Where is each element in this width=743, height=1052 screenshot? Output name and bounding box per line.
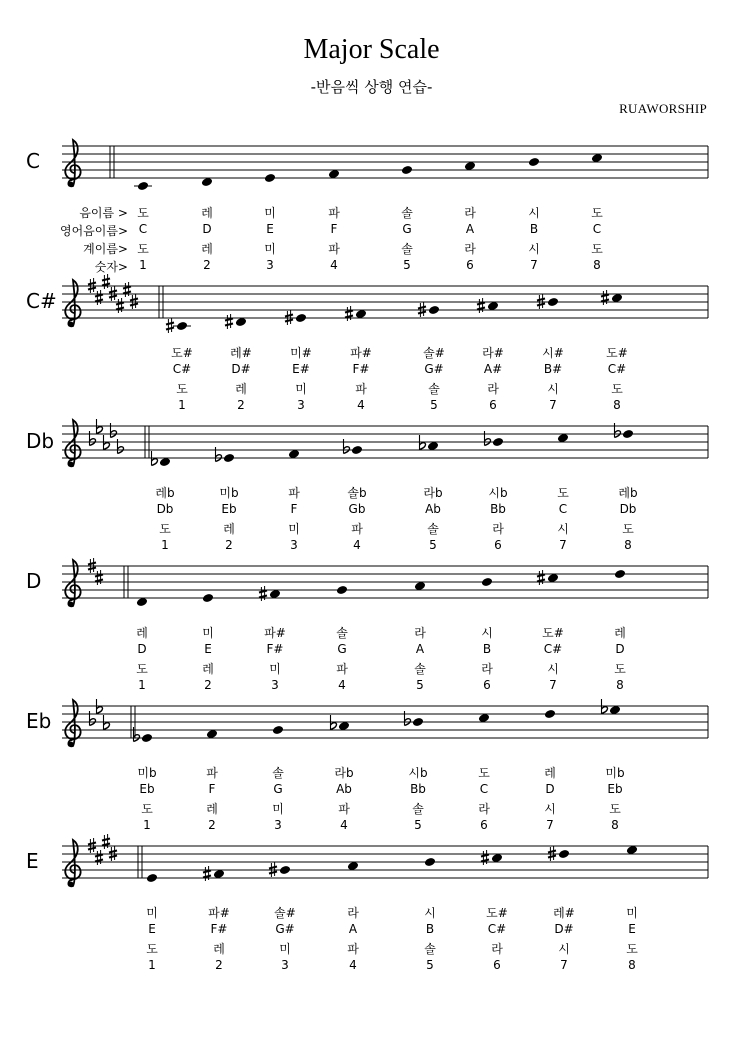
degree: 7 — [560, 958, 568, 972]
degree: 5 — [430, 398, 438, 412]
note-name-en: D — [545, 782, 555, 796]
note-head — [146, 873, 158, 883]
degree: 7 — [549, 678, 557, 692]
note-name-ko: 시 — [528, 206, 540, 220]
note-name-en: A — [415, 642, 425, 656]
note-name-en: C# — [607, 362, 627, 376]
note-name-en: Ab — [336, 782, 352, 796]
note-name-ko: 레 — [201, 206, 213, 220]
solfege: 라 — [481, 662, 493, 676]
solfege: 파 — [338, 802, 350, 816]
degree: 7 — [546, 818, 554, 832]
solfege: 미 — [269, 662, 281, 676]
note-head — [481, 577, 493, 587]
degree: 7 — [559, 538, 567, 552]
note-name-en: E — [148, 922, 156, 936]
solfege: 파 — [328, 242, 340, 256]
key-label: Eb — [26, 709, 52, 733]
degree: 6 — [489, 398, 497, 412]
solfege: 시 — [547, 382, 559, 396]
solfege: 도 — [159, 522, 171, 536]
note-name-en: C — [592, 222, 602, 236]
solfege: 시 — [544, 802, 556, 816]
note-name-en: F — [208, 782, 216, 796]
solfege: 시 — [557, 522, 569, 536]
note-head — [428, 305, 440, 315]
degree: 4 — [330, 258, 338, 272]
note-name-en: Db — [619, 502, 637, 516]
note-name-en: A — [348, 922, 358, 936]
note-name-ko: 미# — [290, 346, 312, 360]
degree: 8 — [613, 398, 621, 412]
degree: 5 — [416, 678, 424, 692]
flat-accidental-icon — [134, 727, 140, 742]
note-name-en: B — [425, 922, 435, 936]
note-head — [141, 733, 153, 743]
note-name-ko: 레b — [618, 486, 638, 500]
note-name-en: F# — [352, 362, 370, 376]
note-name-en: E — [628, 922, 636, 936]
note-name-en: Bb — [490, 502, 506, 516]
solfege: 시 — [547, 662, 559, 676]
flat-accidental-icon — [485, 431, 491, 446]
solfege: 도 — [591, 242, 603, 256]
degree: 4 — [338, 678, 346, 692]
solfege: 미 — [272, 802, 284, 816]
treble-clef-icon — [65, 140, 80, 186]
solfege: 미 — [295, 382, 307, 396]
key-signature-flat-icon — [111, 423, 117, 438]
note-name-ko: 미b — [605, 766, 625, 780]
solfege: 미 — [264, 242, 276, 256]
degree: 5 — [403, 258, 411, 272]
degree: 4 — [353, 538, 361, 552]
key-label: C# — [26, 289, 57, 313]
note-head — [412, 717, 424, 727]
degree: 8 — [593, 258, 601, 272]
key-signature-flat-icon — [118, 439, 124, 454]
note-name-ko: 도# — [606, 346, 628, 360]
degree: 1 — [139, 258, 147, 272]
note-name-ko: 시b — [408, 766, 428, 780]
note-head — [264, 173, 276, 183]
degree: 6 — [466, 258, 474, 272]
note-name-en: C# — [543, 642, 563, 656]
note-name-ko: 도 — [591, 206, 603, 220]
note-name-ko: 파# — [264, 626, 286, 640]
note-head — [528, 157, 540, 167]
note-name-ko: 레 — [614, 626, 626, 640]
note-name-en: B# — [543, 362, 563, 376]
scale-system-d — [0, 560, 743, 700]
degree: 4 — [357, 398, 365, 412]
key-label: C — [26, 149, 40, 173]
key-signature-sharp-icon — [116, 298, 124, 313]
solfege: 솔 — [412, 802, 424, 816]
solfege: 도 — [614, 662, 626, 676]
key-signature-sharp-icon — [123, 282, 131, 297]
note-name-ko: 미b — [137, 766, 157, 780]
note-head — [547, 297, 559, 307]
note-name-en: A — [465, 222, 475, 236]
sharp-accidental-icon — [601, 290, 609, 305]
note-name-en: Eb — [221, 502, 237, 516]
key-label: Db — [26, 429, 55, 453]
degree: 3 — [274, 818, 282, 832]
degree: 5 — [414, 818, 422, 832]
note-name-ko: 시b — [488, 486, 508, 500]
note-name-en: Bb — [410, 782, 426, 796]
note-name-ko: 레 — [544, 766, 556, 780]
flat-accidental-icon — [344, 439, 350, 454]
degree: 7 — [549, 398, 557, 412]
sharp-accidental-icon — [537, 570, 545, 585]
degree: 4 — [349, 958, 357, 972]
row-label: 계이름> — [83, 242, 128, 256]
solfege: 도 — [176, 382, 188, 396]
note-name-ko: 솔# — [274, 906, 296, 920]
note-name-en: G# — [275, 922, 295, 936]
sharp-accidental-icon — [259, 586, 267, 601]
note-name-en: D# — [231, 362, 251, 376]
row-label: 영어음이름> — [59, 224, 128, 238]
solfege: 도 — [146, 942, 158, 956]
note-name-ko: 솔 — [401, 206, 413, 220]
degree: 2 — [225, 538, 233, 552]
note-name-ko: 미 — [202, 626, 214, 640]
scale-system-db — [0, 420, 743, 560]
degree: 6 — [493, 958, 501, 972]
degree: 2 — [204, 678, 212, 692]
treble-clef-icon — [65, 840, 80, 886]
degree: 3 — [281, 958, 289, 972]
credit: RUAWORSHIP — [619, 101, 707, 116]
scale-system-e — [0, 840, 743, 980]
key-signature-sharp-icon — [95, 290, 103, 305]
note-name-ko: 레# — [553, 906, 575, 920]
key-label: D — [26, 569, 42, 593]
note-name-en: C — [558, 502, 568, 516]
note-name-ko: 파# — [208, 906, 230, 920]
solfege: 솔 — [401, 242, 413, 256]
note-head — [336, 585, 348, 595]
flat-accidental-icon — [405, 711, 411, 726]
note-head — [544, 709, 556, 719]
note-name-en: F — [330, 222, 338, 236]
treble-clef-icon — [65, 420, 80, 466]
note-head — [176, 321, 188, 331]
solfege: 미 — [288, 522, 300, 536]
note-name-ko: 도# — [171, 346, 193, 360]
note-name-ko: 라# — [482, 346, 504, 360]
note-name-en: C — [479, 782, 489, 796]
solfege: 레 — [235, 382, 247, 396]
note-name-en: G — [273, 782, 283, 796]
solfege: 라 — [492, 522, 504, 536]
note-name-ko: 시# — [542, 346, 564, 360]
note-name-en: D — [137, 642, 147, 656]
degree: 1 — [143, 818, 151, 832]
flat-accidental-icon — [216, 447, 222, 462]
degree: 5 — [429, 538, 437, 552]
degree: 8 — [624, 538, 632, 552]
page-title: Major Scale — [303, 34, 440, 65]
note-head — [295, 313, 307, 323]
solfege: 도 — [136, 662, 148, 676]
degree: 1 — [178, 398, 186, 412]
degree: 6 — [494, 538, 502, 552]
solfege: 라 — [491, 942, 503, 956]
note-name-en: D — [615, 642, 625, 656]
note-name-ko: 파 — [288, 486, 300, 500]
note-name-ko: 솔 — [272, 766, 284, 780]
solfege: 시 — [528, 242, 540, 256]
solfege: 도 — [141, 802, 153, 816]
note-name-ko: 미b — [219, 486, 239, 500]
solfege: 라 — [487, 382, 499, 396]
degree: 2 — [203, 258, 211, 272]
solfege: 라 — [478, 802, 490, 816]
degree: 8 — [628, 958, 636, 972]
sharp-accidental-icon — [481, 850, 489, 865]
degree: 6 — [483, 678, 491, 692]
note-name-ko: 미 — [146, 906, 158, 920]
degree: 1 — [161, 538, 169, 552]
degree: 3 — [290, 538, 298, 552]
scale-system-csharp — [0, 280, 743, 420]
note-head — [492, 437, 504, 447]
note-name-ko: 도 — [137, 206, 149, 220]
flat-accidental-icon — [615, 423, 621, 438]
degree: 2 — [215, 958, 223, 972]
note-name-ko: 도# — [542, 626, 564, 640]
note-name-en: B — [529, 222, 539, 236]
row-label: 음이름 > — [79, 206, 128, 220]
degree: 1 — [148, 958, 156, 972]
treble-clef-icon — [65, 560, 80, 606]
note-name-en: E — [204, 642, 212, 656]
note-name-ko: 도 — [557, 486, 569, 500]
degree: 3 — [266, 258, 274, 272]
note-name-en: C# — [172, 362, 192, 376]
note-name-ko: 라 — [347, 906, 359, 920]
note-name-ko: 레b — [155, 486, 175, 500]
note-name-en: F# — [266, 642, 284, 656]
note-name-en: D# — [554, 922, 574, 936]
note-name-ko: 솔# — [423, 346, 445, 360]
note-name-ko: 파 — [206, 766, 218, 780]
note-head — [558, 849, 570, 859]
degree: 8 — [616, 678, 624, 692]
solfege: 레 — [206, 802, 218, 816]
solfege: 도 — [622, 522, 634, 536]
degree: 3 — [271, 678, 279, 692]
solfege: 솔 — [428, 382, 440, 396]
key-label: E — [26, 849, 39, 873]
scale-system-eb — [0, 700, 743, 840]
note-name-ko: 파# — [350, 346, 372, 360]
note-name-ko: 레# — [230, 346, 252, 360]
sharp-accidental-icon — [477, 298, 485, 313]
note-name-en: B — [482, 642, 492, 656]
note-name-ko: 라b — [423, 486, 443, 500]
note-name-ko: 레 — [136, 626, 148, 640]
key-signature-sharp-icon — [95, 850, 103, 865]
sharp-accidental-icon — [225, 314, 233, 329]
solfege: 도 — [609, 802, 621, 816]
note-name-ko: 미 — [626, 906, 638, 920]
degree: 2 — [237, 398, 245, 412]
key-signature-flat-icon — [90, 711, 96, 726]
note-head — [272, 725, 284, 735]
degree: 5 — [426, 958, 434, 972]
degree: 2 — [208, 818, 216, 832]
note-head — [614, 569, 626, 579]
solfege: 도 — [626, 942, 638, 956]
note-head — [424, 857, 436, 867]
note-name-en: A# — [483, 362, 503, 376]
note-name-en: E# — [292, 362, 310, 376]
degree: 4 — [340, 818, 348, 832]
page-subtitle: -반음씩 상행 연습- — [310, 78, 433, 96]
note-name-en: E — [266, 222, 274, 236]
note-name-en: F# — [210, 922, 228, 936]
degree: 1 — [138, 678, 146, 692]
solfege: 라 — [464, 242, 476, 256]
solfege: 도 — [611, 382, 623, 396]
treble-clef-icon — [65, 280, 80, 326]
note-name-ko: 라 — [414, 626, 426, 640]
note-name-ko: 시 — [424, 906, 436, 920]
key-signature-flat-icon — [90, 431, 96, 446]
solfege: 솔 — [424, 942, 436, 956]
note-name-ko: 시 — [481, 626, 493, 640]
note-name-ko: 라 — [464, 206, 476, 220]
sharp-accidental-icon — [345, 306, 353, 321]
note-name-en: Eb — [607, 782, 623, 796]
note-name-en: D — [202, 222, 212, 236]
key-signature-sharp-icon — [95, 570, 103, 585]
sharp-accidental-icon — [166, 318, 174, 333]
degree: 3 — [297, 398, 305, 412]
solfege: 시 — [558, 942, 570, 956]
solfege: 파 — [336, 662, 348, 676]
solfege: 레 — [223, 522, 235, 536]
note-name-en: Gb — [348, 502, 366, 516]
solfege: 도 — [137, 242, 149, 256]
sharp-accidental-icon — [203, 866, 211, 881]
note-name-en: G# — [424, 362, 444, 376]
degree: 6 — [480, 818, 488, 832]
note-head — [279, 865, 291, 875]
treble-clef-icon — [65, 700, 80, 746]
note-name-en: F — [290, 502, 298, 516]
note-name-en: Ab — [425, 502, 441, 516]
scale-system-c — [0, 140, 743, 280]
note-head — [622, 429, 634, 439]
note-name-ko: 도 — [478, 766, 490, 780]
note-name-ko: 솔b — [347, 486, 367, 500]
note-head — [223, 453, 235, 463]
note-name-en: G — [402, 222, 412, 236]
solfege: 솔 — [414, 662, 426, 676]
solfege: 솔 — [427, 522, 439, 536]
note-name-ko: 라b — [334, 766, 354, 780]
note-name-ko: 도# — [486, 906, 508, 920]
solfege: 미 — [279, 942, 291, 956]
note-name-en: Eb — [139, 782, 155, 796]
solfege: 레 — [213, 942, 225, 956]
solfege: 파 — [351, 522, 363, 536]
solfege: 파 — [355, 382, 367, 396]
note-name-en: G — [337, 642, 347, 656]
note-name-en: C — [138, 222, 148, 236]
note-name-en: Db — [156, 502, 174, 516]
solfege: 레 — [201, 242, 213, 256]
note-head — [351, 445, 363, 455]
solfege: 레 — [202, 662, 214, 676]
row-label: 숫자> — [94, 260, 128, 274]
degree: 7 — [530, 258, 538, 272]
note-name-ko: 미 — [264, 206, 276, 220]
note-head — [401, 165, 413, 175]
note-name-ko: 솔 — [336, 626, 348, 640]
note-head — [202, 593, 214, 603]
degree: 8 — [611, 818, 619, 832]
solfege: 파 — [347, 942, 359, 956]
note-head — [137, 181, 149, 191]
note-name-ko: 파 — [328, 206, 340, 220]
note-name-en: C# — [487, 922, 507, 936]
